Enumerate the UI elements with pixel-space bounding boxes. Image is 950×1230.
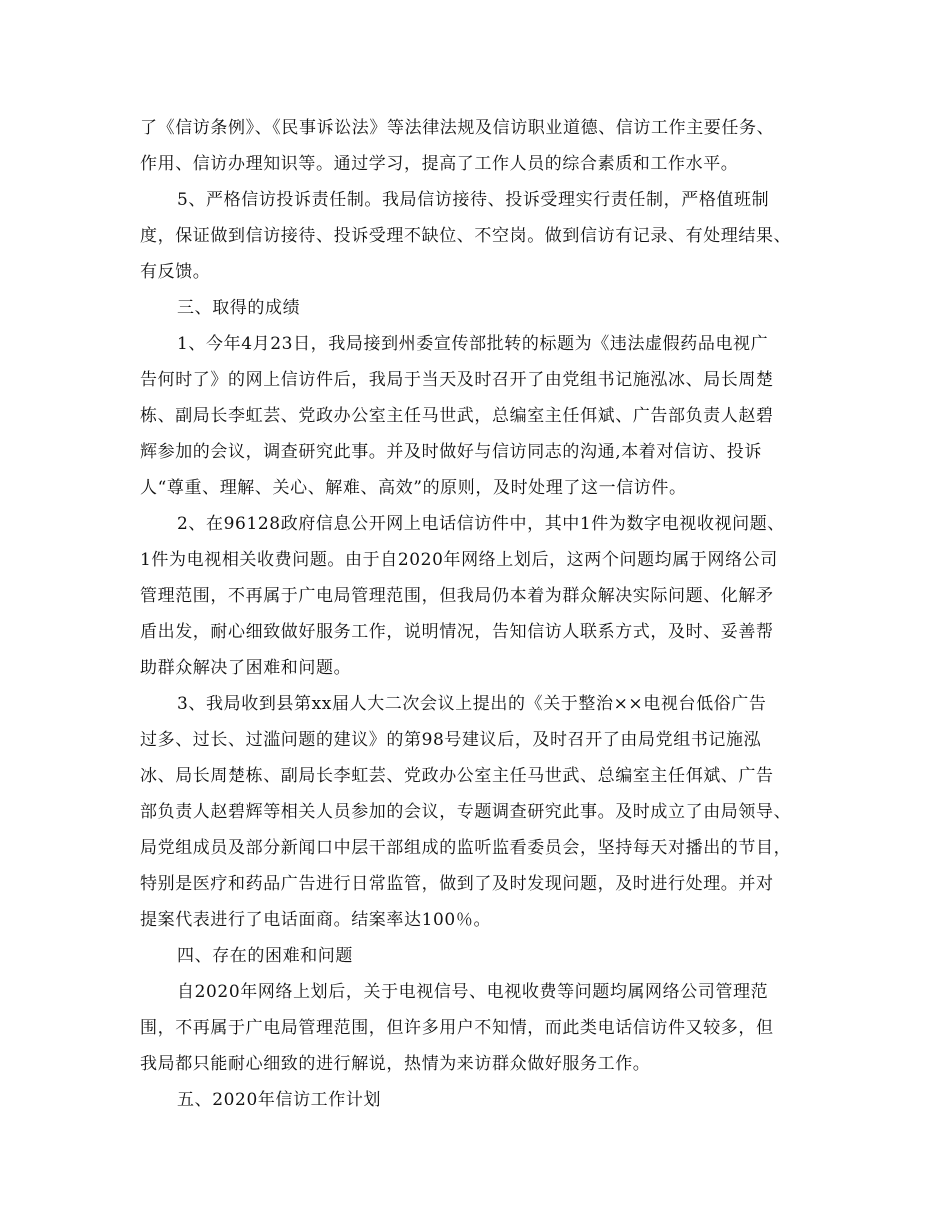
body-text-line: 2、在96128政府信息公开网上电话信访件中，其中1件为数字电视收视问题、 xyxy=(177,514,785,534)
body-text-line: 冰、局长周楚栋、副局长李虹芸、党政办公室主任马世武、总编室主任佴斌、广告 xyxy=(140,766,774,786)
body-text-line: 提案代表进行了电话面商。结案率达100％。 xyxy=(140,910,492,930)
body-text-line: 5、严格信访投诉责任制。我局信访接待、投诉受理实行责任制，严格值班制 xyxy=(177,190,770,210)
body-text-line: 盾出发，耐心细致做好服务工作，说明情况，告知信访人联系方式，及时、妥善帮 xyxy=(140,622,774,642)
body-text-line: 部负责人赵碧辉等相关人员参加的会议，专题调查研究此事。及时成立了由局领导、 xyxy=(140,802,792,822)
body-text-line: 1、今年4月23日，我局接到州委宣传部批转的标题为《违法虚假药品电视广 xyxy=(177,334,769,354)
body-text-line: 围，不再属于广电局管理范围，但许多用户不知情，而此类电话信访件又较多，但 xyxy=(140,1018,774,1038)
body-text-line: 栋、副局长李虹芸、党政办公室主任马世武，总编室主任佴斌、广告部负责人赵碧 xyxy=(140,406,774,426)
body-text-line: 我局都只能耐心细致的进行解说，热情为来访群众做好服务工作。 xyxy=(140,1054,651,1074)
body-text-line: 局党组成员及部分新闻口中层干部组成的监听监看委员会，坚持每天对播出的节目， xyxy=(140,838,792,858)
body-text-line: 了《信访条例》、《民事诉讼法》等法律法规及信访职业道德、信访工作主要任务、 xyxy=(140,118,775,138)
body-text-line: 特别是医疗和药品广告进行日常监管，做到了及时发现问题，及时进行处理。并对 xyxy=(140,874,774,894)
body-text-line: 过多、过长、过滥问题的建议》的第98号建议后，及时召开了由局党组书记施泓 xyxy=(140,730,762,750)
section-heading: 四、存在的困难和问题 xyxy=(177,946,353,966)
body-text-line: 有反馈。 xyxy=(140,262,211,282)
section-heading: 五、2020年信访工作计划 xyxy=(177,1090,382,1110)
body-text-line: 自2020年网络上划后，关于电视信号、电视收费等问题均属网络公司管理范 xyxy=(177,982,769,1002)
body-text-line: 人“尊重、理解、关心、解难、高效”的原则，及时处理了这一信访件。 xyxy=(140,478,687,498)
body-text-line: 1件为电视相关收费问题。由于自2020年网络上划后，这两个问题均属于网络公司 xyxy=(140,550,778,570)
body-text-line: 告何时了》的网上信访件后，我局于当天及时召开了由党组书记施泓冰、局长周楚 xyxy=(140,370,774,390)
body-text-line: 3、我局收到县第xx届人大二次会议上提出的《关于整治××电视台低俗广告 xyxy=(177,694,767,714)
body-text-line: 助群众解决了困难和问题。 xyxy=(140,658,352,678)
body-text-line: 管理范围，不再属于广电局管理范围，但我局仍本着为群众解决实际问题、化解矛 xyxy=(140,586,774,606)
body-text-line: 作用、信访办理知识等。通过学习，提高了工作人员的综合素质和工作水平。 xyxy=(140,154,739,174)
body-text-line: 辉参加的会议，调查研究此事。并及时做好与信访同志的沟通,本着对信访、投诉 xyxy=(140,442,763,462)
section-heading: 三、取得的成绩 xyxy=(177,298,301,318)
body-text-line: 度，保证做到信访接待、投诉受理不缺位、不空岗。做到信访有记录、有处理结果、 xyxy=(140,226,792,246)
